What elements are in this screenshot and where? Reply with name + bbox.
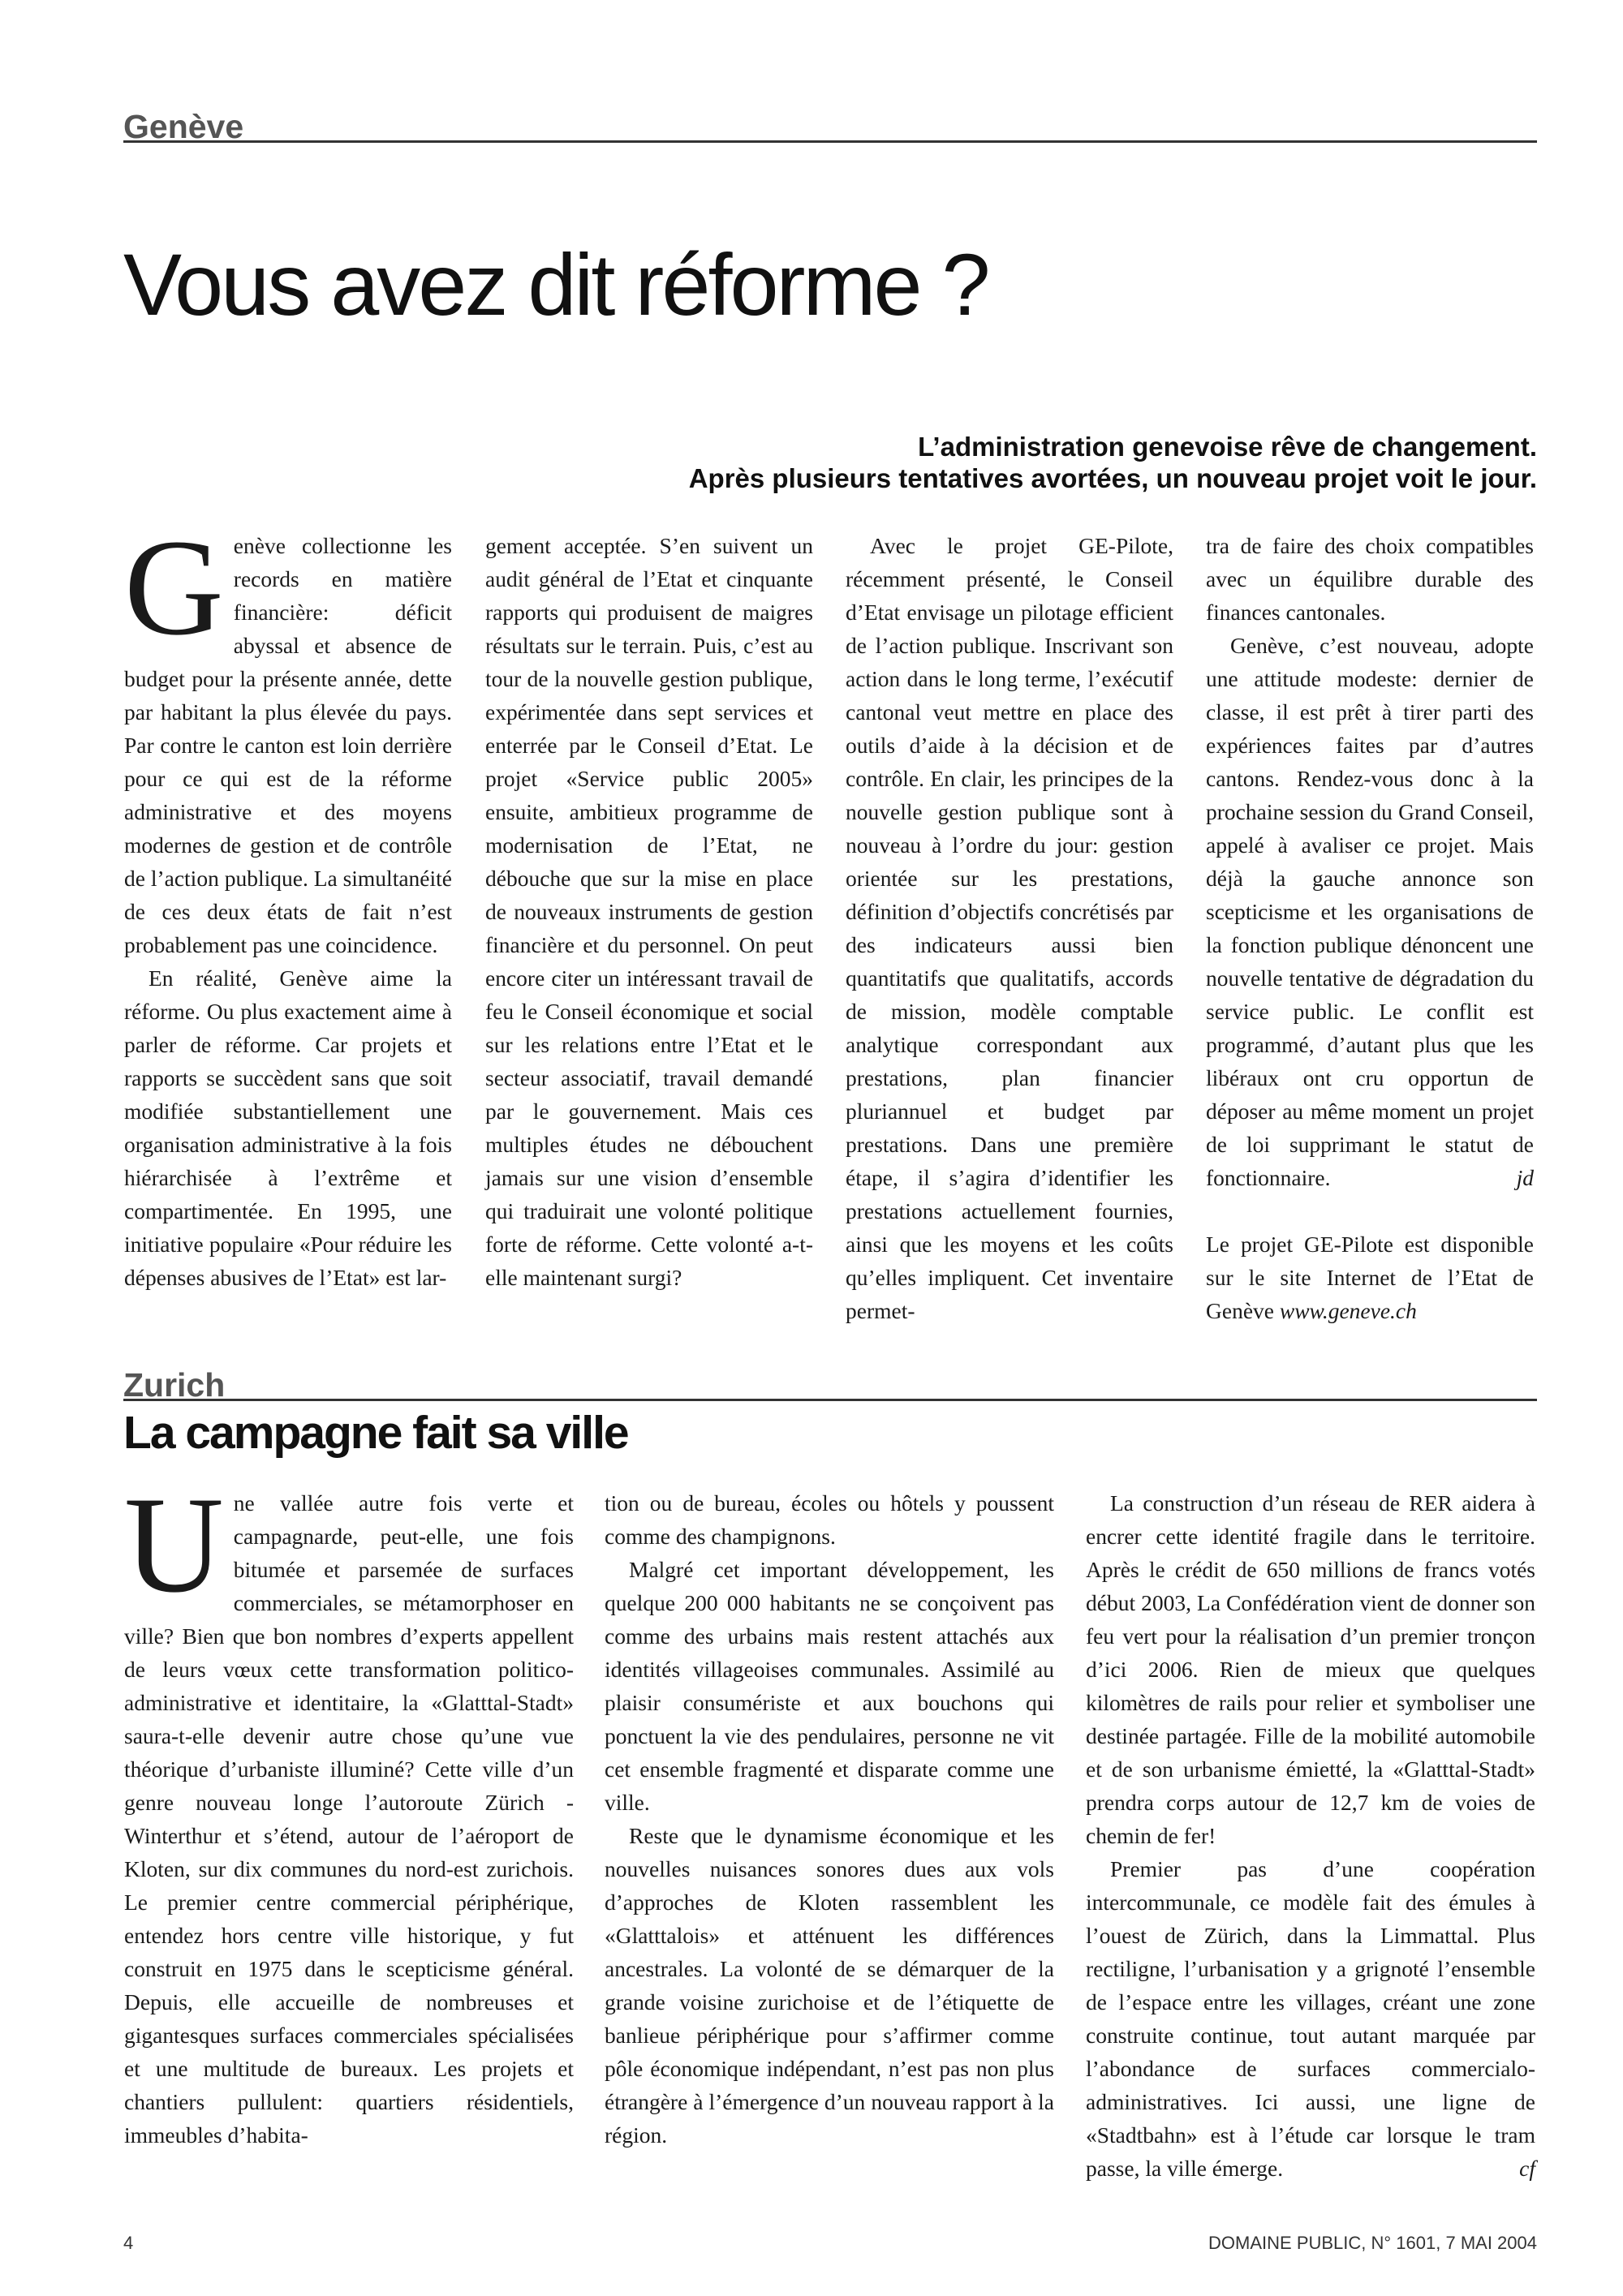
article-subtitle: [689, 432, 1537, 495]
paragraph: Reste que le dynamisme économique et les nouvelles nuisances sonores dues aux vols d’approches de Kloten rassemblent les «Glatttalois» et atténuent les différences ancestrales. La volonté de se démarquer de la grande voisine zurichoise et de l’étiquette de banlieue périphérique pour s’affirmer comme pôle économique indépendant, n’est pas non plus étrangère à l’émergence d’un nouveau rapport à la région.: [605, 1823, 1054, 2148]
section-label-text: Zurich: [123, 1366, 226, 1404]
author-signature: jd: [1516, 1165, 1534, 1190]
web-note: [1206, 1228, 1534, 1327]
geneve-column-2: [485, 529, 813, 1294]
section-label-geneve: [123, 107, 1537, 143]
paragraph: tra de faire des choix compatibles avec un équilibre durable des finances cantonales.: [1206, 533, 1534, 625]
drop-cap: U: [124, 1468, 224, 1621]
paragraph: La construction d’un réseau de RER aidera à encrer cette identité fragile dans le territoire. Après le crédit de 650 millions de francs votés début 2003, La Confédération vient de donner son feu vert pour la réalisation d’un premier tronçon d’ici 2006. Rien de mieux que quelques kilomètres de rails pour relier et symboliser une destinée partagée. Fille de la mobilité automobile et de son urbanisme émietté, la «Glatttal-Stadt» prendra corps autour de 12,7 km de voies de chemin de fer!: [1086, 1490, 1535, 1848]
article-title: Vous avez dit réforme ?: [123, 235, 988, 333]
website-link[interactable]: www.geneve.ch: [1279, 1298, 1417, 1323]
paragraph-text: Premier pas d’une coopération intercommunale, ce modèle fait des émules à l’ouest de Zürich, dans la Limmattal. Plus rectiligne, l’urbanisation y a grignoté l’ensemble de l’espace entre les villages, créant une zone construite continue, tout autant marquée par l’abondance de surfaces commercialo-administratives. Ici aussi, une ligne de «Stadtbahn» est à l’étude car lorsque le tram passe, la ville émerge.: [1086, 1856, 1535, 2181]
drop-cap: G: [124, 511, 224, 664]
section-label-zurich: [123, 1365, 1537, 1404]
paragraph: tion ou de bureau, écoles ou hôtels y poussent comme des champignons.: [605, 1490, 1054, 1549]
geneve-column-4: [1206, 529, 1534, 1327]
page-number: 4: [123, 2233, 134, 2253]
publication-info: DOMAINE PUBLIC, N° 1601, 7 MAI 2004: [1208, 2233, 1537, 2253]
section-label-text: Genève: [123, 108, 244, 145]
paragraph: gement acceptée. S’en suivent un audit général de l’Etat et cinquante rapports qui produisent de maigres résultats sur le terrain. Puis, c’est au tour de la nouvelle gestion publique, expérimentée dans sept services et enterrée par le Conseil d’Etat. Le projet «Service public 2005» ensuite, ambitieux programme de modernisation de l’Etat, ne débouche que sur la mise en place de nouveaux instruments de gestion financière et du personnel. On peut encore citer un intéressant travail de feu le Conseil économique et social sur les relations entre l’Etat et le secteur associatif, travail demandé par le gouvernement. Mais ces multiples études ne débouchent jamais sur une vision d’ensemble qui traduirait une volonté politique forte de réforme. Cette volonté a-t-elle maintenant surgi?: [485, 533, 813, 1290]
zurich-column-2: [605, 1486, 1054, 2152]
geneve-column-3: [846, 529, 1173, 1327]
paragraph-text: Genève, c’est nouveau, adopte une attitude modeste: dernier de classe, il est prêt à tirer parti des expériences faites par d’autres cantons. Rendez-vous donc à la prochaine session du Grand Conseil, appelé à avaliser ce projet. Mais déjà la gauche annonce son scepticisme et les organisations de la fonction publique dénoncent une nouvelle tentative de dégradation du service public. Le conflit est programmé, d’autant plus que les libéraux ont cru opportun de déposer au même moment un projet de loi supprimant le statut de fonctionnaire.: [1206, 633, 1534, 1190]
article-title-zurich: La campagne fait sa ville: [123, 1407, 628, 1459]
paragraph: Malgré cet important développement, les quelque 200 000 habitants ne se conçoivent pas comme des urbains mais restent attachés aux identités villageoises communales. Assimilé au plaisir consumériste et aux bouchons qui ponctuent la vie des pendulaires, personne ne vit cet ensemble fragmenté et disparate comme une ville.: [605, 1557, 1054, 1815]
subtitle-line-2: Après plusieurs tentatives avortées, un nouveau projet voit le jour.: [688, 462, 1537, 493]
geneve-column-1: [124, 511, 452, 1294]
note-text: Le projet GE-Pilote est disponible sur le site Internet de l’Etat de Genève: [1206, 1232, 1534, 1323]
paragraph: [1086, 1852, 1535, 2185]
subtitle-line-1: L’administration genevoise rêve de changement.: [918, 432, 1537, 462]
zurich-column-3: [1086, 1486, 1535, 2185]
paragraph: [1206, 629, 1534, 1194]
paragraph: ne vallée autre fois verte et campagnarde, peut-elle, une fois bitumée et parsemée de surfaces commerciales, se métamorphoser en ville? Bien que bon nombres d’experts appellent de leurs vœux cette transformation politico-administrative et identitaire, la «Glatttal-Stadt» saura-t-elle devenir autre chose qu’une vue théorique d’urbaniste illuminé? Cette ville d’un genre nouveau longe l’autoroute Zürich - Winterthur et s’étend, autour de l’aéroport de Kloten, sur dix communes du nord-est zurichois. Le premier centre commercial périphérique, entendez hors centre ville historique, y fut construit en 1975 dans le scepticisme général. Depuis, elle accueille de nombreuses et gigantesques surfaces commerciales spécialisées et une multitude de bureaux. Les projets et chantiers pullulent: quartiers résidentiels, immeubles d’habita-: [124, 1490, 574, 2148]
zurich-column-1: [124, 1468, 574, 2152]
paragraph: En réalité, Genève aime la réforme. Ou plus exactement aime à parler de réforme. Car projets et rapports se succèdent sans que soit modifiée substantiellement une organisation administrative à la fois hiérarchisée à l’extrême et compartimentée. En 1995, une initiative populaire «Pour réduire les dépenses abusives de l’Etat» est lar-: [124, 965, 452, 1290]
author-signature: cf: [1519, 2156, 1535, 2181]
paragraph: enève collectionne les records en matière financière: déficit abyssal et absence de budget pour la présente année, dette par habitant la plus élevée du pays. Par contre le canton est loin derrière pour ce qui est de la réforme administrative et des moyens modernes de gestion et de contrôle de l’action publique. La simultanéité de ces deux états de fait n’est probablement pas une coincidence.: [124, 533, 452, 957]
paragraph: Avec le projet GE-Pilote, récemment présenté, le Conseil d’Etat envisage un pilotage efficient de l’action publique. Inscrivant son action dans le long terme, l’exécutif cantonal veut mettre en place des outils d’aide à la décision et de contrôle. En clair, les principes de la nouvelle gestion publique sont à nouveau à l’ordre du jour: gestion orientée sur les prestations, définition d’objectifs concrétisés par des indicateurs aussi bien quantitatifs que qualitatifs, accords de mission, modèle comptable analytique correspondant aux prestations, plan financier pluriannuel et budget par prestations. Dans une première étape, il s’agira d’identifier les prestations actuellement fournies, ainsi que les moyens et les coûts qu’elles impliquent. Cet inventaire permet-: [846, 533, 1173, 1323]
